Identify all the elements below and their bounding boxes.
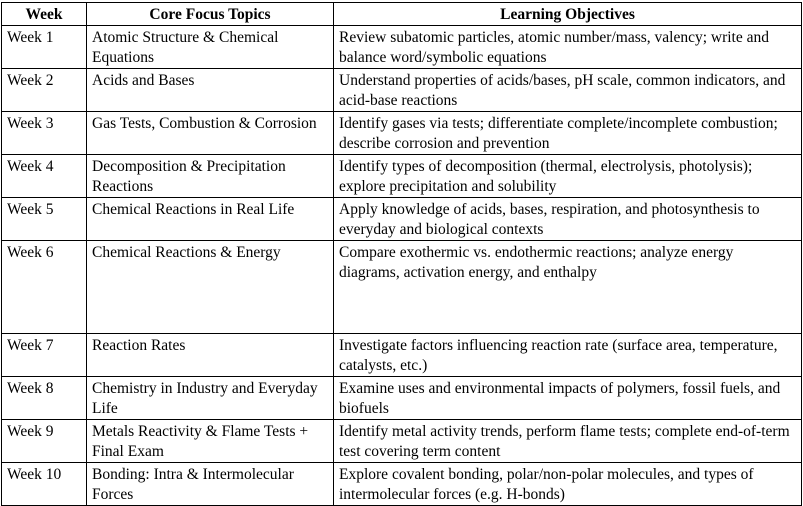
- objective-cell: [334, 69, 802, 112]
- table-row: [2, 463, 802, 506]
- curriculum-table: [1, 2, 802, 506]
- objective-cell: [334, 155, 802, 198]
- table-row: [2, 377, 802, 420]
- header-week: Week: [2, 3, 87, 26]
- topic-text: Bonding: Intra & Intermolecular Forces: [92, 466, 294, 503]
- table-row: [2, 198, 802, 241]
- objective-text: Compare exothermic vs. endothermic reactions; analyze energy diagrams, activation energy, and enthalpy: [339, 244, 734, 281]
- topic-cell: [87, 334, 334, 377]
- table-row: [2, 334, 802, 377]
- week-cell: [2, 69, 87, 112]
- topic-text: Chemistry in Industry and Everyday Life: [92, 380, 318, 417]
- objective-cell: [334, 377, 802, 420]
- objective-text: Investigate factors influencing reaction rate (surface area, temperature, catalysts, etc.): [339, 337, 778, 374]
- week-label: Week 8: [7, 380, 54, 397]
- topic-cell: [87, 69, 334, 112]
- objective-cell: [334, 112, 802, 155]
- topic-cell: [87, 26, 334, 69]
- table-row: [2, 26, 802, 69]
- header-learning-objectives: Learning Objectives: [334, 3, 802, 26]
- week-cell: [2, 112, 87, 155]
- week-cell: [2, 377, 87, 420]
- table-row: [2, 155, 802, 198]
- topic-text: Atomic Structure & Chemical Equations: [92, 29, 279, 66]
- objective-cell: [334, 26, 802, 69]
- objective-cell: [334, 334, 802, 377]
- table-row: [2, 112, 802, 155]
- objective-cell: [334, 463, 802, 506]
- table-row: [2, 241, 802, 334]
- topic-cell: [87, 463, 334, 506]
- objective-text: Apply knowledge of acids, bases, respiration, and photosynthesis to everyday and biological contexts: [339, 201, 760, 238]
- topic-text: Gas Tests, Combustion & Corrosion: [92, 115, 317, 132]
- topic-text: Chemical Reactions in Real Life: [92, 201, 295, 218]
- week-label: Week 10: [7, 466, 62, 483]
- week-cell: [2, 198, 87, 241]
- week-label: Week 1: [7, 29, 54, 46]
- objective-text: Explore covalent bonding, polar/non-polar molecules, and types of intermolecular forces (e.g. H-bonds): [339, 466, 754, 503]
- week-cell: [2, 334, 87, 377]
- topic-text: Metals Reactivity & Flame Tests + Final Exam: [92, 423, 309, 460]
- week-label: Week 9: [7, 423, 54, 440]
- objective-text: Identify gases via tests; differentiate complete/incomplete combustion; describe corrosion and prevention: [339, 115, 778, 152]
- objective-text: Identify metal activity trends, perform flame tests; complete end-of-term test covering term content: [339, 423, 790, 460]
- week-label: Week 2: [7, 72, 54, 89]
- topic-cell: [87, 112, 334, 155]
- objective-text: Review subatomic particles, atomic number/mass, valency; write and balance word/symbolic equations: [339, 29, 769, 66]
- week-label: Week 5: [7, 201, 54, 218]
- curriculum-table-container: [1, 2, 802, 506]
- objective-text: Identify types of decomposition (thermal, electrolysis, photolysis); explore precipitation and solubility: [339, 158, 753, 195]
- week-cell: [2, 463, 87, 506]
- topic-cell: [87, 241, 334, 334]
- topic-cell: [87, 377, 334, 420]
- topic-text: Chemical Reactions & Energy: [92, 244, 281, 261]
- week-cell: [2, 420, 87, 463]
- topic-text: Reaction Rates: [92, 337, 186, 354]
- week-cell: [2, 155, 87, 198]
- topic-cell: [87, 198, 334, 241]
- week-cell: [2, 241, 87, 334]
- week-cell: [2, 26, 87, 69]
- table-row: [2, 69, 802, 112]
- table-row: [2, 420, 802, 463]
- header-row: [2, 3, 802, 26]
- week-label: Week 6: [7, 244, 54, 261]
- week-label: Week 4: [7, 158, 54, 175]
- week-label: Week 3: [7, 115, 54, 132]
- objective-cell: [334, 420, 802, 463]
- objective-text: Understand properties of acids/bases, pH scale, common indicators, and acid-base reactions: [339, 72, 786, 109]
- week-label: Week 7: [7, 337, 54, 354]
- objective-text: Examine uses and environmental impacts of polymers, fossil fuels, and biofuels: [339, 380, 781, 417]
- topic-text: Decomposition & Precipitation Reactions: [92, 158, 286, 195]
- objective-cell: [334, 241, 802, 334]
- objective-cell: [334, 198, 802, 241]
- header-core-focus-topics: Core Focus Topics: [87, 3, 334, 26]
- topic-text: Acids and Bases: [92, 72, 195, 89]
- topic-cell: [87, 155, 334, 198]
- topic-cell: [87, 420, 334, 463]
